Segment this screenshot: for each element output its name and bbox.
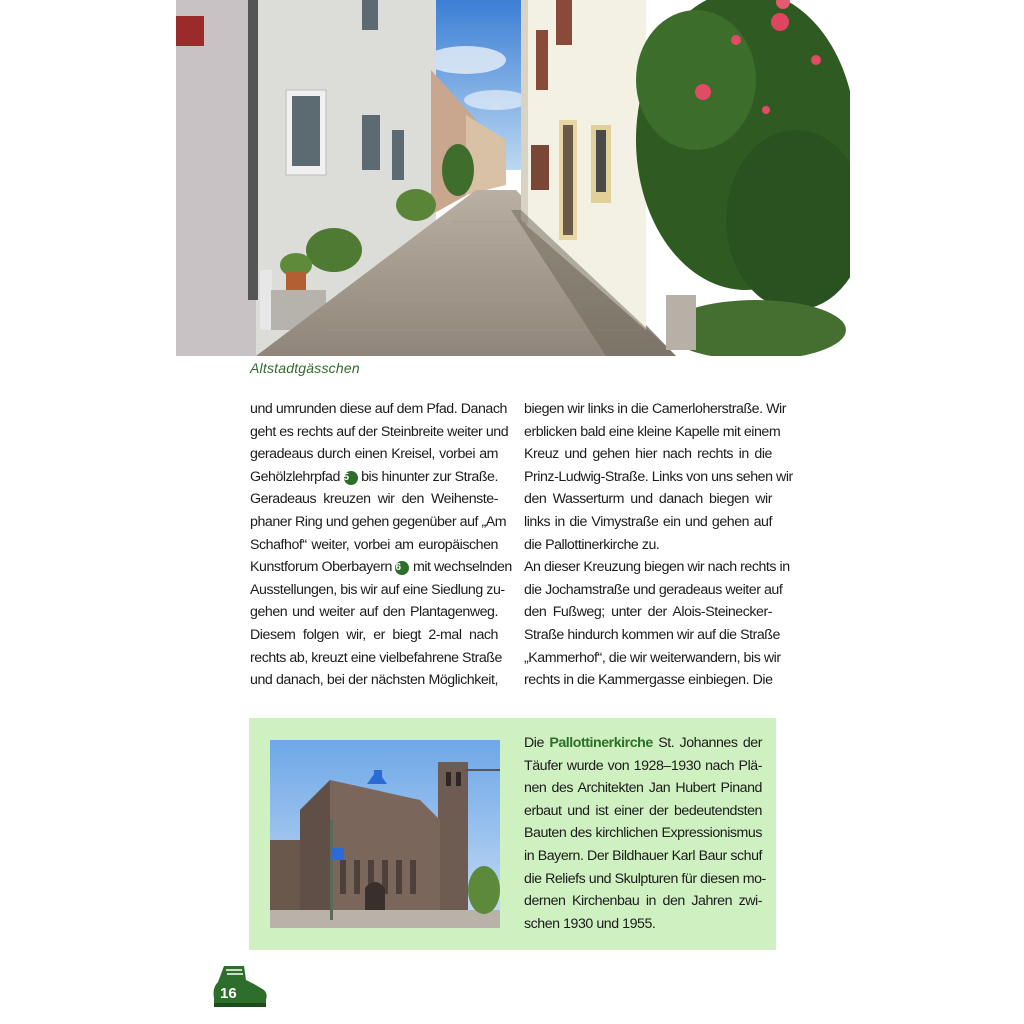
text-segment: Die (524, 735, 550, 751)
text-line: phaner Ring und gehen gegenüber auf „Am (250, 513, 507, 530)
photo-caption: Altstadtgässchen (250, 360, 360, 376)
text-line: Ausstellungen, bis wir auf eine Siedlung zu- (250, 581, 505, 598)
text-line: und danach, bei der nächsten Möglichkeit, (250, 672, 498, 689)
text-line: Bauten des kirchlichen Expressionismus (524, 825, 762, 842)
text-line: geradeaus durch einen Kreisel, vorbei am (250, 446, 498, 463)
hiking-boot-icon (210, 962, 270, 1010)
text-line: Schafhof“ weiter, vorbei am europäischen (250, 536, 498, 553)
text-line: geht es rechts auf der Steinbreite weiter und (250, 423, 509, 440)
text-line: Kreuz und gehen hier nach rechts in die (524, 446, 772, 463)
text-line: rechts in die Kammergasse einbiegen. Die (524, 672, 773, 689)
text-segment: bis hinunter zur Straße. (357, 468, 498, 485)
text-line (250, 466, 498, 489)
page-number: 16 (220, 985, 237, 1002)
text-line: biegen wir links in die Camerloherstraße. Wir (524, 401, 787, 417)
text-line: dernen Kirchenbau in den Jahren zwi- (524, 893, 762, 910)
text-line: den Fußweg; unter der Alois-Steinecker- (524, 604, 772, 621)
text-line: gehen und weiter auf den Plantagenweg. (250, 604, 498, 621)
text-line: links in die Vimystraße ein und gehen auf (524, 513, 772, 530)
text-line: erbaut und ist einer der bedeutendsten (524, 802, 762, 819)
info-box-text (524, 732, 766, 935)
text-line: nen des Architekten Jan Hubert Pinand (524, 780, 762, 797)
waypoint-badge-6: 6 (395, 561, 409, 575)
text-line (250, 556, 512, 579)
highlight-pallottinerkirche: Pallottinerkirche (549, 735, 653, 751)
text-line: die Reliefs und Skulpturen für diesen mo- (524, 870, 766, 887)
text-segment: mit wechselnden (409, 559, 512, 576)
text-segment: Kunstforum Oberbayern (250, 559, 396, 576)
text-segment: Gehölzlehrpfad (250, 468, 344, 485)
text-line: schen 1930 und 1955. (524, 915, 656, 932)
text-line: Diesem folgen wir, er biegt 2-mal nach (250, 626, 498, 643)
text-line: und umrunden diese auf dem Pfad. Danach (250, 401, 507, 417)
alley-photo (176, 0, 850, 356)
text-column-right (524, 398, 793, 692)
text-line: „Kammerhof“, die wir weiterwandern, bis wir (524, 649, 781, 666)
text-line: die Jochamstraße und geradeaus weiter auf (524, 581, 783, 598)
text-line: die Pallottinerkirche zu. (524, 536, 660, 553)
waypoint-badge-5: 5 (344, 471, 358, 485)
text-line: Geradeaus kreuzen wir den Weihenste- (250, 491, 498, 508)
text-line: in Bayern. Der Bildhauer Karl Baur schuf (524, 847, 762, 864)
text-line: Prinz-Ludwig-Straße. Links von uns sehen wir (524, 468, 793, 485)
text-segment: St. Johannes der (652, 735, 763, 751)
text-line: erblicken bald eine kleine Kapelle mit einem (524, 423, 781, 440)
text-column-left (250, 398, 512, 692)
text-line: Täufer wurde von 1928–1930 nach Plä- (524, 757, 762, 774)
church-photo (270, 740, 500, 928)
text-line: Straße hindurch kommen wir auf die Straße (524, 626, 780, 643)
text-line: An dieser Kreuzung biegen wir nach rechts in (524, 559, 790, 576)
text-line: den Wasserturm und danach biegen wir (524, 491, 772, 508)
text-line: rechts ab, kreuzt eine vielbefahrene Straße (250, 649, 502, 666)
info-box (249, 718, 776, 950)
text-line (524, 732, 762, 755)
